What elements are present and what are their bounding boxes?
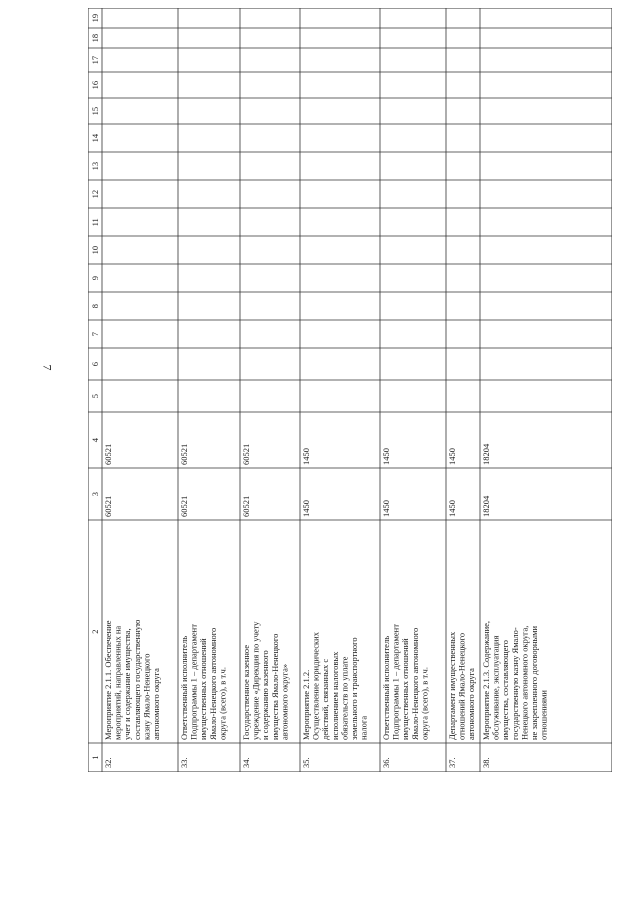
cell-col3-value: 1450	[447, 500, 457, 517]
page-number: 7	[40, 364, 55, 371]
cell-col4-value: 60521	[241, 443, 251, 465]
row-description-line: не закрепленного договорными	[529, 625, 539, 740]
column-number-header: 12	[90, 189, 100, 199]
column-number-header: 15	[90, 106, 100, 116]
row-description-line: Департамент имущественных	[447, 631, 457, 740]
column-number-header: 8	[90, 303, 100, 309]
cell-col4-value: 60521	[179, 443, 189, 465]
row-description-line: Ненецкого автономного округа,	[519, 625, 530, 740]
row-description-line: обслуживание, эксплуатация	[490, 635, 501, 740]
row-description-line: имущества Ямало-Ненецкого	[269, 633, 280, 740]
row-description-line: действий, связанных с	[320, 658, 331, 740]
row-description-line: имущественных отношений	[400, 638, 411, 740]
row-description-line: Подпрограммы 1 – департамент	[188, 624, 199, 740]
row-description-line: отношений Ямало-Ненецкого	[456, 632, 467, 740]
cell-col3-value: 60521	[241, 495, 251, 517]
row-number: 37.	[447, 757, 457, 768]
row-number: 38.	[481, 757, 491, 768]
row-description-line: округа (всего), в т.ч.	[217, 667, 228, 740]
table-grid	[88, 8, 612, 772]
column-number-header: 13	[90, 161, 100, 171]
cell-col4-value: 1450	[447, 448, 457, 465]
column-number-header: 7	[90, 331, 100, 337]
row-description-line: налога	[358, 715, 369, 740]
column-number-header: 10	[90, 245, 100, 255]
row-description-line: автономного округа»	[279, 663, 290, 740]
row-description-line: государственную казну Ямало-	[509, 627, 520, 740]
column-number-header: 9	[90, 275, 100, 281]
row-number: 34.	[241, 757, 251, 768]
row-description-line: мероприятий, направленных на	[112, 625, 123, 740]
row-description-line: учет и содержание имущества,	[122, 628, 133, 740]
column-number-header: 3	[90, 491, 100, 497]
row-description-line: учреждение «Дирекция по учету	[250, 621, 261, 740]
cell-col4-value: 1450	[301, 448, 311, 465]
cell-col4-value: 1450	[381, 448, 391, 465]
row-description-line: имущественных отношений	[198, 638, 209, 740]
column-number-header: 18	[90, 33, 100, 43]
row-description-line: Ответственный исполнитель	[381, 635, 391, 740]
column-number-header: 4	[90, 437, 100, 443]
column-number-header: 16	[90, 80, 100, 90]
cell-col3-value: 60521	[179, 495, 189, 517]
row-description-line: земельного и транспортного	[349, 637, 359, 740]
row-description-line: Осуществление юридических	[310, 632, 321, 740]
row-description-line: Ямало-Ненецкого автономного	[409, 627, 420, 740]
rotated-table	[88, 8, 612, 772]
row-description-line: и содержанию казенного	[260, 650, 271, 740]
row-description-line: исполнением налоговых	[329, 651, 340, 740]
row-description-line: имущества, составляющего	[500, 640, 511, 740]
row-description-line: Мероприятие 2.1.3. Содержание,	[481, 620, 491, 740]
row-description-line: Мероприятие 2.1.1. Обеспечение	[103, 620, 113, 740]
row-description-line: казну Ямало-Ненецкого	[141, 653, 152, 740]
row-description-line: отношениями	[538, 690, 549, 740]
cell-col3-value: 60521	[103, 495, 113, 517]
column-number-header: 11	[90, 218, 100, 227]
row-number: 35.	[301, 757, 311, 768]
row-description-line: Государственное казенное	[241, 644, 251, 740]
column-number-header: 5	[90, 393, 100, 399]
cell-col3-value: 1450	[301, 500, 311, 517]
column-number-header: 14	[90, 133, 100, 143]
column-number-header: 6	[90, 361, 100, 367]
row-description-line: автономного округа	[151, 668, 161, 740]
row-description-line: округа (всего), в т.ч.	[419, 667, 430, 740]
row-description-line: Подпрограммы 1 – департамент	[390, 624, 401, 740]
row-number: 36.	[381, 757, 391, 768]
row-description-line: обязательств по уплате	[339, 656, 350, 740]
row-number: 33.	[179, 757, 189, 768]
row-number: 32.	[103, 757, 113, 768]
cell-col3-value: 18204	[481, 495, 491, 517]
row-description-line: Ответственный исполнитель	[179, 635, 189, 740]
column-number-header: 19	[90, 13, 100, 23]
row-description-line: составляющего государственную	[131, 619, 142, 740]
column-number-header: 1	[90, 755, 100, 760]
column-number-header: 2	[90, 629, 100, 634]
cell-col3-value: 1450	[381, 500, 391, 517]
row-description-line: автономного округа	[466, 668, 477, 740]
cell-col4-value: 60521	[103, 443, 113, 465]
row-description-line: Мероприятие 2.1.2.	[301, 669, 311, 740]
row-description-line: Ямало-Ненецкого автономного	[207, 627, 218, 740]
cell-col4-value: 18204	[481, 443, 491, 465]
column-number-header: 17	[90, 55, 100, 65]
